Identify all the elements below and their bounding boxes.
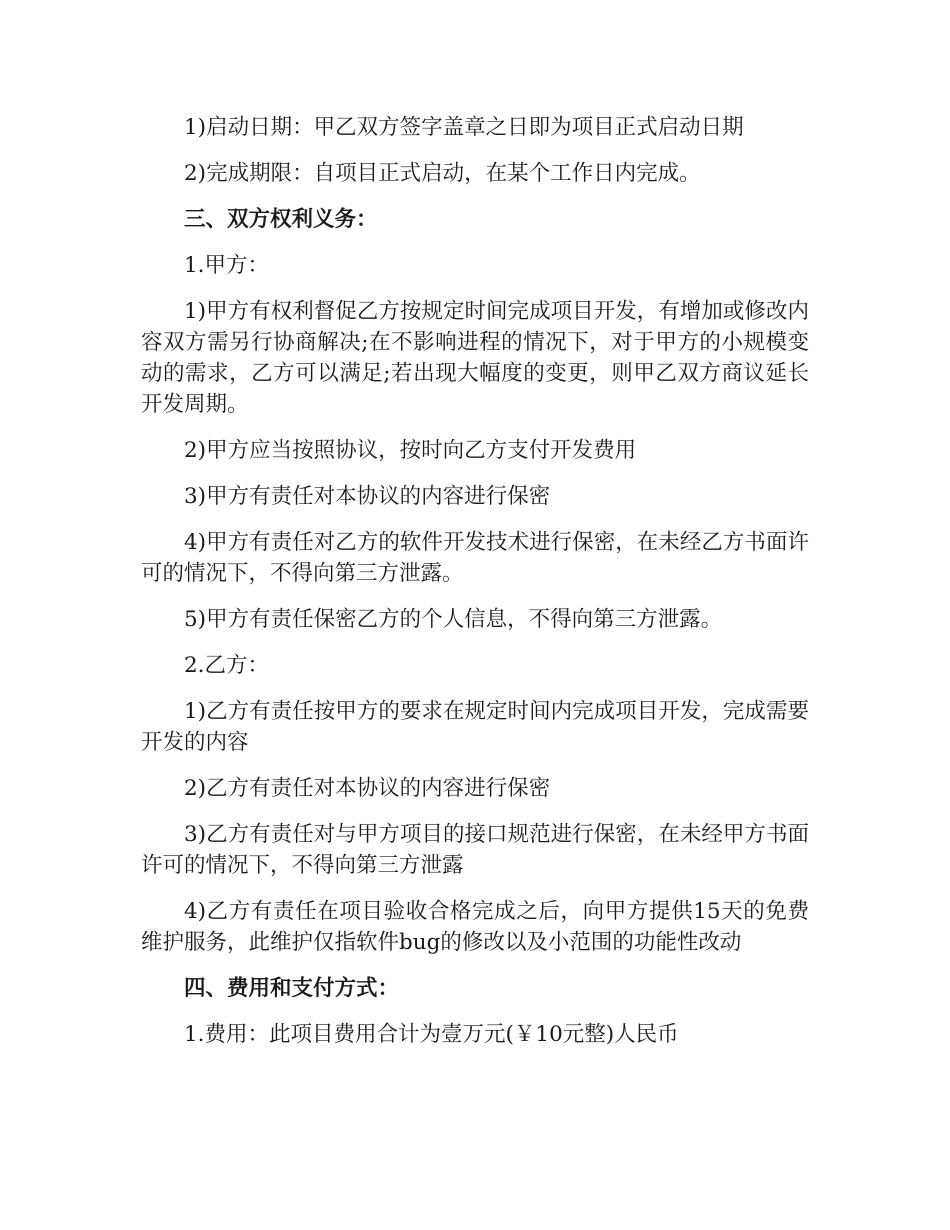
paragraph-party-b-item-4: 4)乙方有责任在项目验收合格完成之后，向甲方提供15天的免费维护服务，此维护仅指软件bug的修改以及小范围的功能性改动 xyxy=(141,899,809,955)
paragraph-party-a-item-2: 2)甲方应当按照协议，按时向乙方支付开发费用 xyxy=(184,438,637,463)
paragraph-party-a-item-4: 4)甲方有责任对乙方的软件开发技术进行保密，在未经乙方书面许可的情况下，不得向第三方泄露。 xyxy=(141,530,809,586)
paragraph-party-b-item-3: 3)乙方有责任对与甲方项目的接口规范进行保密，在未经甲方书面许可的情况下，不得向第三方泄露 xyxy=(141,822,809,878)
subheading-party-b: 2.乙方： xyxy=(184,653,270,678)
document-body xyxy=(141,112,809,1065)
paragraph-party-a-item-1: 1)甲方有权利督促乙方按规定时间完成项目开发，有增加或修改内容双方需另行协商解决;在不影响进程的情况下，对于甲方的小规模变动的需求，乙方可以满足;若出现大幅度的变更，则甲乙双方商议延长开发周期。 xyxy=(141,299,809,417)
paragraph-party-a-item-3: 3)甲方有责任对本协议的内容进行保密 xyxy=(184,484,551,509)
paragraph-party-b-item-2: 2)乙方有责任对本协议的内容进行保密 xyxy=(184,776,551,801)
paragraph-fee-amount: 1.费用：此项目费用合计为壹万元(￥10元整)人民币 xyxy=(184,1022,679,1047)
subheading-party-a: 1.甲方： xyxy=(184,253,270,278)
paragraph-party-b-item-1: 1)乙方有责任按甲方的要求在规定时间内完成项目开发，完成需要开发的内容 xyxy=(141,699,809,755)
section-heading-fees-payment: 四、费用和支付方式： xyxy=(184,976,400,1001)
paragraph-deadline: 2)完成期限：自项目正式启动，在某个工作日内完成。 xyxy=(184,161,701,186)
paragraph-party-a-item-5: 5)甲方有责任保密乙方的个人信息，不得向第三方泄露。 xyxy=(184,607,723,632)
section-heading-rights-obligations: 三、双方权利义务： xyxy=(184,207,378,232)
paragraph-start-date: 1)启动日期：甲乙双方签字盖章之日即为项目正式启动日期 xyxy=(184,115,744,140)
